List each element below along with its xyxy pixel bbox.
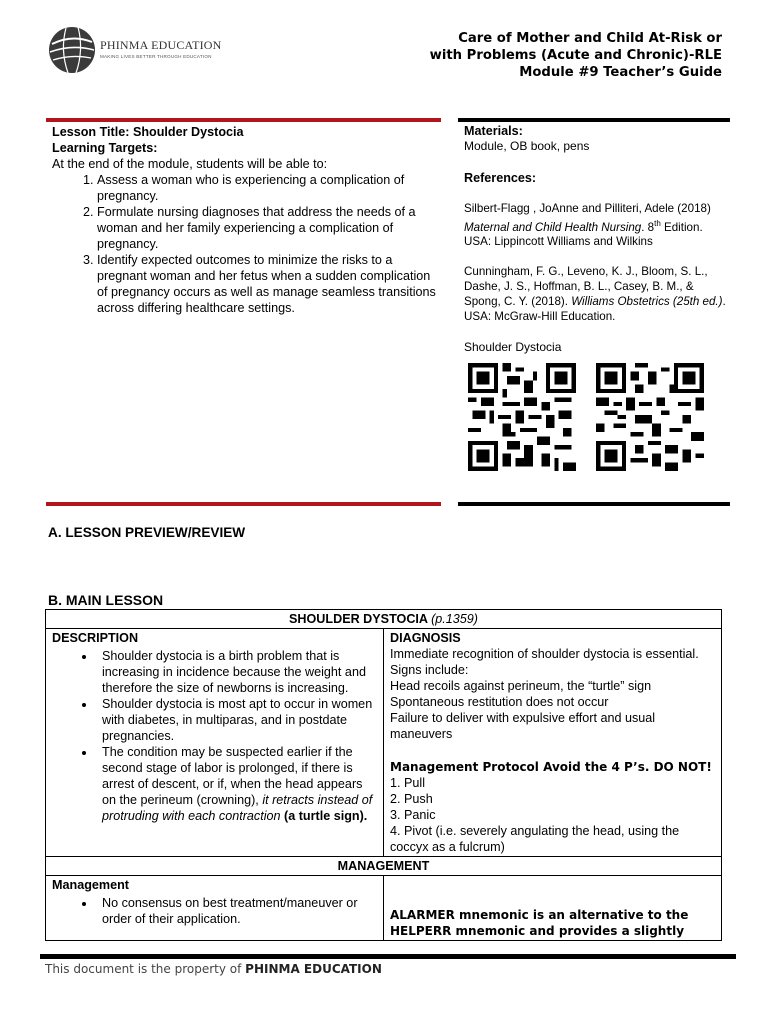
globe-logo-icon <box>48 24 96 76</box>
description-cell <box>46 629 384 857</box>
module-title-line: Care of Mother and Child At-Risk or <box>458 31 722 46</box>
materials-references <box>464 124 726 355</box>
reference-1 <box>464 202 726 249</box>
logo-brand: PHINMA EDUCATION <box>100 38 222 52</box>
management-header: MANAGEMENT <box>46 857 722 876</box>
alarmer-text: ALARMER mnemonic is an alternative to the HELPERR mnemonic and provides a slightly <box>390 908 689 938</box>
lesson-title-text: Shoulder Dystocia <box>132 125 244 139</box>
module-title-line: with Problems (Acute and Chronic)-RLE <box>429 48 722 63</box>
table-header-title: SHOULDER DYSTOCIA <box>289 612 428 626</box>
module-title <box>362 30 722 81</box>
footer-owner: PHINMA EDUCATION <box>245 962 382 976</box>
qr-code-icon[interactable] <box>596 362 704 472</box>
logo-tagline: MAKING LIVES BETTER THROUGH EDUCATION <box>100 54 212 59</box>
description-label: DESCRIPTION <box>52 631 139 645</box>
ref1-authors: Silbert-Flagg , JoAnne and Pilliteri, Adele (2018) <box>464 202 711 215</box>
ref1-sup: th <box>654 218 661 228</box>
learning-targets-label: Learning Targets: <box>52 141 158 155</box>
protocol-item: 2. Push <box>390 792 433 806</box>
materials-label: Materials: <box>464 124 523 138</box>
materials-text: Module, OB book, pens <box>464 139 590 153</box>
description-list <box>52 648 377 824</box>
diagnosis-line: Head recoils against perineum, the “turtle” sign <box>390 679 652 693</box>
shoulder-dystocia-table <box>45 609 722 941</box>
reference-2 <box>464 264 726 324</box>
video-label: Shoulder Dystocia <box>464 340 562 355</box>
management-label: Management <box>52 878 129 892</box>
management-item: • No consensus on best treatment/maneuver or order of their application. <box>96 895 377 927</box>
lesson-info <box>52 124 442 316</box>
table-header-page: (p.1359) <box>431 612 478 626</box>
footer-text: This document is the property of <box>45 962 246 976</box>
table-header <box>46 610 722 629</box>
section-b-heading: B. MAIN LESSON <box>48 592 164 608</box>
desc3-bold: (a turtle sign). <box>280 809 368 823</box>
qr-code-icon[interactable] <box>468 362 576 472</box>
ref1-publisher: Edition. USA: Lippincott Williams and Wilkins <box>464 220 703 248</box>
alarmer-cell <box>384 876 722 941</box>
ref2-publisher: . USA: McGraw-Hill Education. <box>464 295 726 324</box>
desc3-italic: it retracts instead of protruding with each contraction <box>102 793 373 823</box>
desc3-text: The condition may be suspected earlier if the second stage of labor is prolonged, if there is arrest of descent, or if, when the head appears on the perineum (crowning), <box>102 745 363 807</box>
protocol-item: 3. Panic <box>390 808 436 822</box>
diagnosis-line: Failure to deliver with expulsive effort and usual maneuvers <box>390 711 656 741</box>
management-cell <box>46 876 384 941</box>
footer <box>45 962 382 976</box>
learning-target-item: 3. Identify expected outcomes to minimize the risks to a pregnant woman and her fetus when a sudden complication of pregnancy occurs as well as manage seamless transitions across differing healthcare settings. <box>97 252 442 316</box>
top-rule-black <box>458 118 730 122</box>
top-rule-red <box>46 118 441 122</box>
learning-targets-intro: At the end of the module, students will be able to: <box>52 157 328 171</box>
diagnosis-label: DIAGNOSIS <box>390 631 461 645</box>
section-a-heading: A. LESSON PREVIEW/REVIEW <box>48 525 246 540</box>
bottom-rule-red <box>46 502 441 506</box>
ref1-title: Maternal and Child Health Nursing <box>464 220 642 234</box>
protocol-item: 1. Pull <box>390 776 426 790</box>
lesson-title <box>52 124 442 140</box>
diagnosis-line: Immediate recognition of shoulder dystocia is essential. Signs include: <box>390 647 699 677</box>
references-label: References: <box>464 171 537 185</box>
description-item: • Shoulder dystocia is a birth problem that is increasing in incidence because the weight and therefore the size of newborns is increasing. <box>96 648 377 696</box>
description-item <box>96 744 377 824</box>
learning-targets-list <box>52 172 442 316</box>
description-item: • Shoulder dystocia is most apt to occur in women with diabetes, in multiparas, and in postdate pregnancies. <box>96 696 377 744</box>
phinma-logo <box>48 24 222 76</box>
diagnosis-cell <box>384 629 722 857</box>
bottom-rule-black <box>458 502 730 506</box>
learning-target-item: 2. Formulate nursing diagnoses that address the needs of a woman and her family experiencing a complication of pregnancy. <box>97 204 442 252</box>
diagnosis-line: Spontaneous restitution does not occur <box>390 695 609 709</box>
protocol-item: 4. Pivot (i.e. severely angulating the head, using the coccyx as a fulcrum) <box>390 824 680 854</box>
management-list <box>52 895 377 927</box>
module-title-line: Module #9 Teacher’s Guide <box>519 65 722 80</box>
ref2-title: Williams Obstetrics (25th ed.) <box>571 295 723 309</box>
protocol-label: Management Protocol Avoid the 4 P’s. DO NOT! <box>390 760 712 774</box>
lesson-title-label: Lesson Title: <box>52 125 130 139</box>
ref2-authors: Cunningham, F. G., Leveno, K. J., Bloom, S. L., Dashe, J. S., Hoffman, B. L., Casey, B. M., & Spong, C. Y. (2018). <box>464 265 708 309</box>
ref1-edition: . 8 <box>641 220 655 234</box>
learning-target-item: 1. Assess a woman who is experiencing a complication of pregnancy. <box>97 172 442 204</box>
footer-rule <box>40 954 736 959</box>
